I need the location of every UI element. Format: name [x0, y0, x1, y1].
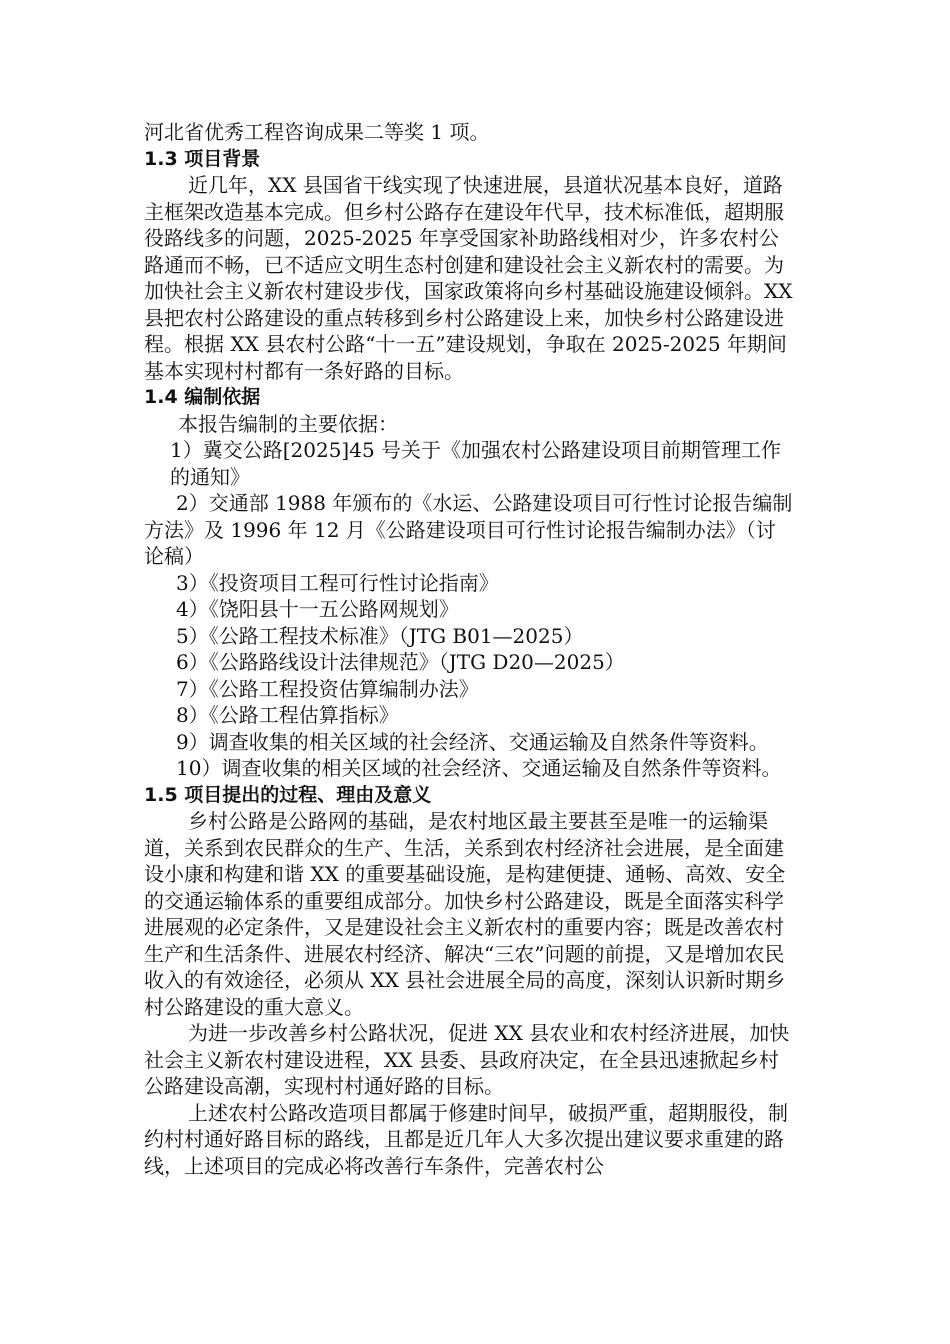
section-heading-1-5: 1.5 项目提出的过程、理由及意义 [144, 783, 432, 806]
basis-item-7: 7）《公路工程投资估算编制办法》 [176, 676, 479, 701]
section-1-3-paragraph: 近几年，XX 县国省干线实现了快速进展，县道状况基本良好，道路主框架改造基本完成。但乡村公路存在建设年代早，技术标准低，超期服役路线多的问题，2025-2025 年享受国家补助路线相对少，许多农村公路通而不畅，已不适应文明生态村创建和建设社会主义新农村的需要。为加快社会主义新农村建设步伐，国家政策将向乡村基础设施建设倾斜。XX 县把农村公路建设的重点转移到乡村公路建设上来，加快乡村公路建设进程。根据 XX 县农村公路“十一五”建设规划，争取在 2025-2025 年期间基本实现村村都有一条好路的目标。 [144, 173, 793, 383]
intro-line: 河北省优秀工程咨询成果二等奖 1 项。 [144, 120, 490, 144]
section-heading-1-3: 1.3 项目背景 [144, 147, 261, 170]
basis-item-5: 5）《公路工程技术标准》（JTG B01—2025） [176, 623, 584, 648]
section-1-5-paragraph-1: 乡村公路是公路网的基础，是农村地区最主要甚至是唯一的运输渠道，关系到农民群众的生产、生活，关系到农村经济社会进展，是全面建设小康和构建和谐 XX 的重要基础设施，是构建便捷、通畅、高效、安全的交通运输体系的重要组成部分。加快乡村公路建设，既是全面落实科学进展观的必定条件，又是建设社会主义新农村的重要内容；既是改善农村生产和生活条件、进展农村经济、解决“三农”问题的前提，又是增加农民收入的有效途径，必须从 XX 县社会进展全局的高度，深刻认识新时期乡村公路建设的重大意义。 [144, 809, 786, 1019]
basis-item-9: 9）调查收集的相关区域的社会经济、交通运输及自然条件等资料。 [176, 729, 769, 754]
basis-item-4: 4）《饶阳县十一五公路网规划》 [176, 597, 459, 621]
basis-item-6: 6）《公路路线设计法律规范》（JTG D20—2025） [176, 650, 625, 674]
basis-item-8: 8）《公路工程估算指标》 [176, 703, 399, 727]
basis-item-3: 3）《投资项目工程可行性讨论指南》 [176, 570, 499, 595]
document-body [144, 119, 794, 1179]
basis-item-10: 10）调查收集的相关区域的社会经济、交通运输及自然条件等资料。 [176, 756, 782, 780]
section-1-5-paragraph-3: 上述农村公路改造项目都属于修建时间早，破损严重，超期服役，制约村村通好路目标的路线，且都是近几年人大多次提出建议要求重建的路线，上述项目的完成必将改善行车条件，完善农村公 [144, 1100, 788, 1178]
basis-item-2: 2）交通部 1988 年颁布的《水运、公路建设项目可行性讨论报告编制方法》及 1996 年 12 月《公路建设项目可行性讨论报告编制办法》（讨论稿） [144, 491, 793, 568]
section-heading-1-4: 1.4 编制依据 [144, 386, 261, 408]
section-1-5-paragraph-2: 为进一步改善乡村公路状况，促进 XX 县农业和农村经济进展，加快社会主义新农村建设进程，XX 县委、县政府决定，在全县迅速掀起乡村公路建设高潮，实现村村通好路的目标。 [144, 1021, 790, 1098]
section-1-4-lead: 本报告编制的主要依据： [178, 411, 398, 436]
basis-item-1: 1）冀交公路[2025]45 号关于《加强农村公路建设项目前期管理工作的通知》 [170, 438, 782, 489]
